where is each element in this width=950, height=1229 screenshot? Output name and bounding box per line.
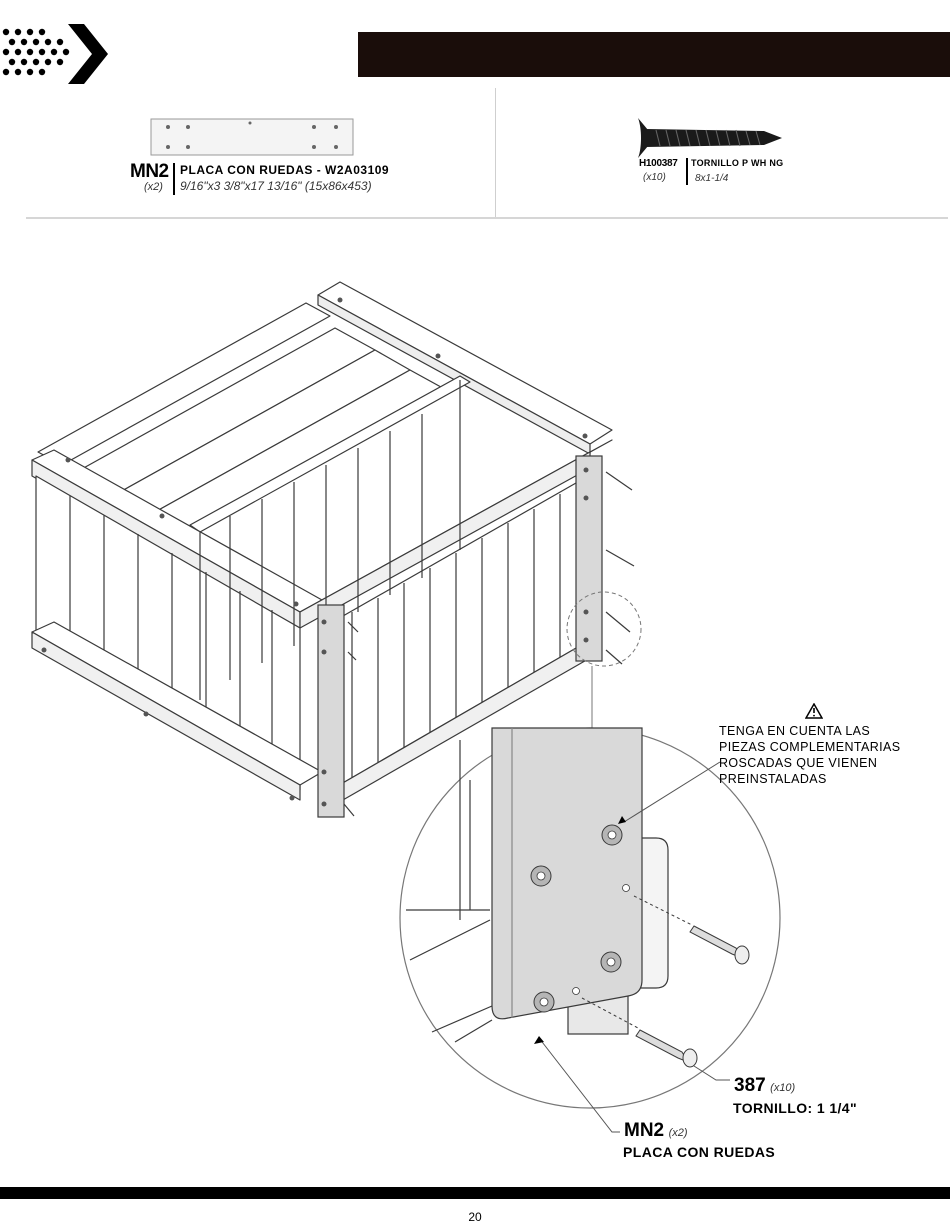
warning-line: TENGA EN CUENTA LAS	[719, 724, 871, 738]
warning-line: PIEZAS COMPLEMENTARIAS	[719, 740, 901, 754]
part-code-h100387: H100387	[639, 158, 678, 169]
screw-part-image	[636, 116, 786, 160]
part-dimensions-h100387: 8x1-1/4	[695, 173, 729, 184]
part-name-mn2: PLACA CON RUEDAS - W2A03109	[180, 163, 390, 177]
plate-callout-code: MN2	[624, 1120, 665, 1141]
part-separator	[173, 163, 175, 195]
part-dimensions-mn2: 9/16"x3 3/8"x17 13/16" (15x86x453)	[180, 179, 372, 193]
part-code-mn2: MN2	[130, 161, 169, 182]
plate-callout	[624, 1120, 688, 1142]
screw-callout-qty: (x10)	[770, 1082, 796, 1094]
parts-divider-horizontal	[26, 217, 948, 219]
screw-callout	[734, 1075, 795, 1097]
screw-callout-name: TORNILLO: 1 1/4"	[733, 1100, 858, 1116]
part-qty-h100387: (x10)	[643, 172, 666, 183]
plate-callout-name: PLACA CON RUEDAS	[623, 1144, 776, 1160]
brand-logo-chevron	[0, 22, 110, 86]
plate-part-image	[150, 117, 354, 157]
header-bar	[358, 32, 950, 77]
parts-divider-vertical	[495, 88, 496, 218]
page-number: 20	[468, 1210, 482, 1224]
screw-callout-code: 387	[734, 1075, 766, 1096]
part-qty-mn2: (x2)	[144, 181, 163, 193]
footer-bar	[0, 1187, 950, 1199]
warning-line: ROSCADAS QUE VIENEN	[719, 756, 878, 770]
plate-callout-qty: (x2)	[668, 1127, 688, 1139]
part-separator	[686, 158, 688, 185]
warning-note	[719, 723, 939, 787]
part-name-h100387: TORNILLO P WH NG	[691, 158, 784, 168]
warning-triangle-icon	[805, 703, 823, 719]
warning-line: PREINSTALADAS	[719, 772, 827, 786]
